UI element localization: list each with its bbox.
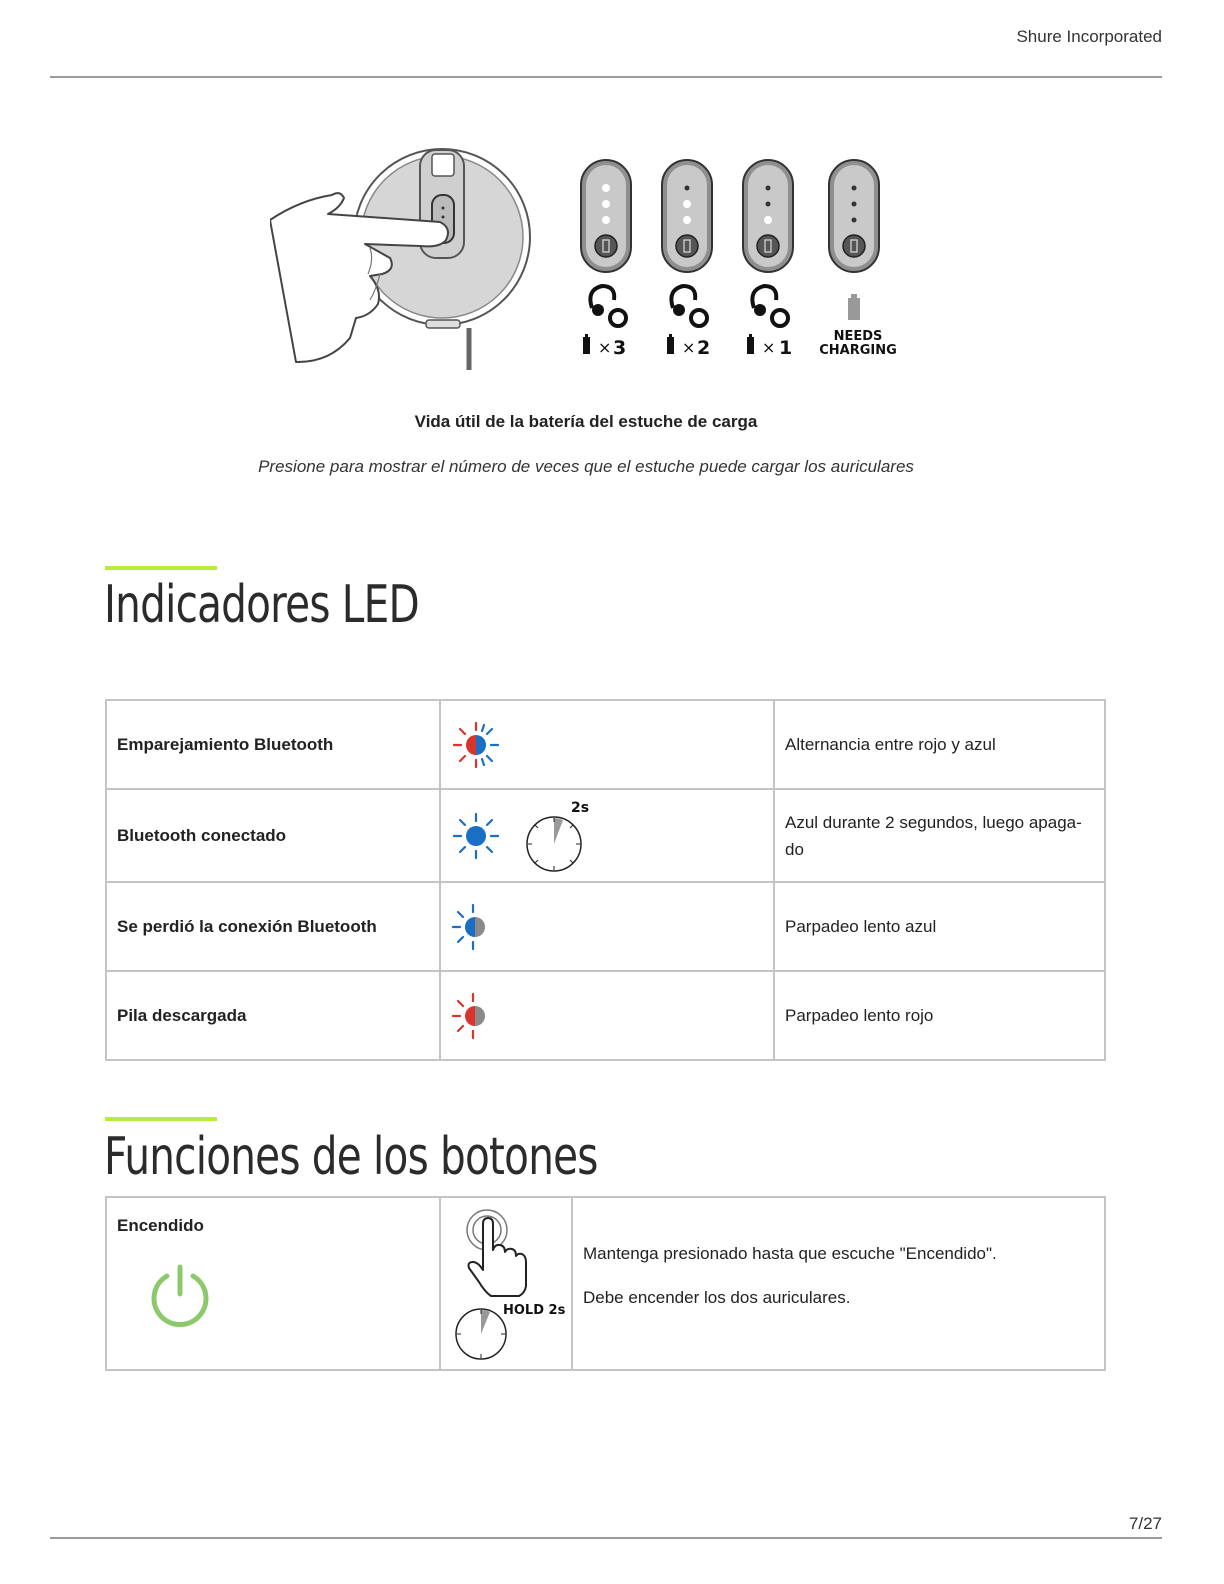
led-red-blue-icon <box>451 720 501 770</box>
battery-level-indicators <box>581 160 879 326</box>
battery-button-icon <box>676 235 698 257</box>
row-label: Encendido <box>117 1216 204 1235</box>
hold-gesture-cell <box>440 1197 572 1370</box>
row-label: Se perdió la conexión Bluetooth <box>106 882 440 971</box>
footer-divider <box>50 1537 1162 1539</box>
header-divider <box>50 76 1162 78</box>
led-off-icon <box>766 186 771 191</box>
power-cell <box>106 1197 440 1370</box>
battery-button-icon <box>843 235 865 257</box>
needs-charging-pod <box>829 160 879 272</box>
timer-label: 2s <box>570 799 589 816</box>
earphone-icon <box>671 286 707 326</box>
button-functions-table <box>105 1196 1106 1371</box>
led-on-icon <box>602 184 610 192</box>
row-description: Parpadeo lento rojo <box>774 971 1105 1060</box>
row-description: Alternancia entre rojo y azul <box>774 700 1105 789</box>
led-on-icon <box>764 216 772 224</box>
section-accent-bar <box>105 1117 217 1121</box>
description-line: Debe encender los dos auriculares. <box>583 1288 851 1307</box>
battery-level-pod <box>581 160 631 272</box>
led-on-icon <box>602 216 610 224</box>
hold-label: HOLD 2s <box>503 1303 566 1318</box>
battery-life-illustration <box>270 140 910 380</box>
timer-icon <box>456 1309 506 1359</box>
table-row <box>106 882 1105 971</box>
figure-caption-title: Vida útil de la batería del estuche de carga <box>414 412 758 431</box>
table-row <box>106 700 1105 789</box>
row-icon-cell <box>440 700 774 789</box>
row-description: Parpadeo lento azul <box>774 882 1105 971</box>
row-label: Bluetooth conectado <box>106 789 440 882</box>
led-off-icon <box>685 186 690 191</box>
needs-charging-label: CHARGING <box>819 343 897 358</box>
multiply-sign: × <box>762 338 776 357</box>
description-line: Mantenga presionado hasta que escuche "Encendido". <box>583 1244 997 1263</box>
charges-count: 1 <box>779 337 793 359</box>
power-icon <box>147 1262 213 1328</box>
led-on-icon <box>683 200 691 208</box>
led-off-icon <box>852 218 857 223</box>
battery-button-icon <box>595 235 617 257</box>
row-description <box>572 1197 1105 1370</box>
earphone-icon <box>752 286 788 326</box>
page-number: 7/27 <box>1128 1514 1162 1533</box>
battery-level-pod <box>743 160 793 272</box>
table-row <box>106 971 1105 1060</box>
figure-caption-subtitle: Presione para mostrar el número de veces que el estuche puede cargar los auriculares <box>258 457 914 476</box>
led-indicator-table <box>105 699 1106 1061</box>
needs-charging-label: NEEDS <box>833 329 883 344</box>
row-icon-cell <box>440 789 774 882</box>
row-description: Azul durante 2 segundos, luego apaga-do <box>774 789 1105 882</box>
led-on-icon <box>683 216 691 224</box>
charging-case-hand-icon <box>270 149 530 370</box>
led-off-icon <box>852 186 857 191</box>
section-accent-bar <box>105 566 217 570</box>
row-label: Emparejamiento Bluetooth <box>106 700 440 789</box>
row-icon-cell <box>440 971 774 1060</box>
battery-level-labels <box>583 294 897 359</box>
led-blue-icon <box>451 811 501 861</box>
led-on-icon <box>602 200 610 208</box>
charges-count: 3 <box>613 337 627 359</box>
timer-icon <box>522 796 592 876</box>
battery-button-icon <box>757 235 779 257</box>
table-row <box>106 1197 1105 1370</box>
led-off-icon <box>766 202 771 207</box>
row-icon-cell <box>440 882 774 971</box>
led-red-blink-icon <box>451 991 501 1041</box>
row-label: Pila descargada <box>106 971 440 1060</box>
press-hold-hand-icon <box>451 1208 571 1363</box>
multiply-sign: × <box>682 338 696 357</box>
led-blue-blink-icon <box>451 902 501 952</box>
buttons-section-heading: Funciones de los botones <box>104 1127 598 1187</box>
earphone-icon <box>590 286 626 326</box>
led-off-icon <box>852 202 857 207</box>
led-section-heading: Indicadores LED <box>104 575 419 635</box>
multiply-sign: × <box>598 338 612 357</box>
table-row <box>106 789 1105 882</box>
company-name: Shure Incorporated <box>1016 27 1162 46</box>
battery-level-pod <box>662 160 712 272</box>
charges-count: 2 <box>697 337 711 359</box>
